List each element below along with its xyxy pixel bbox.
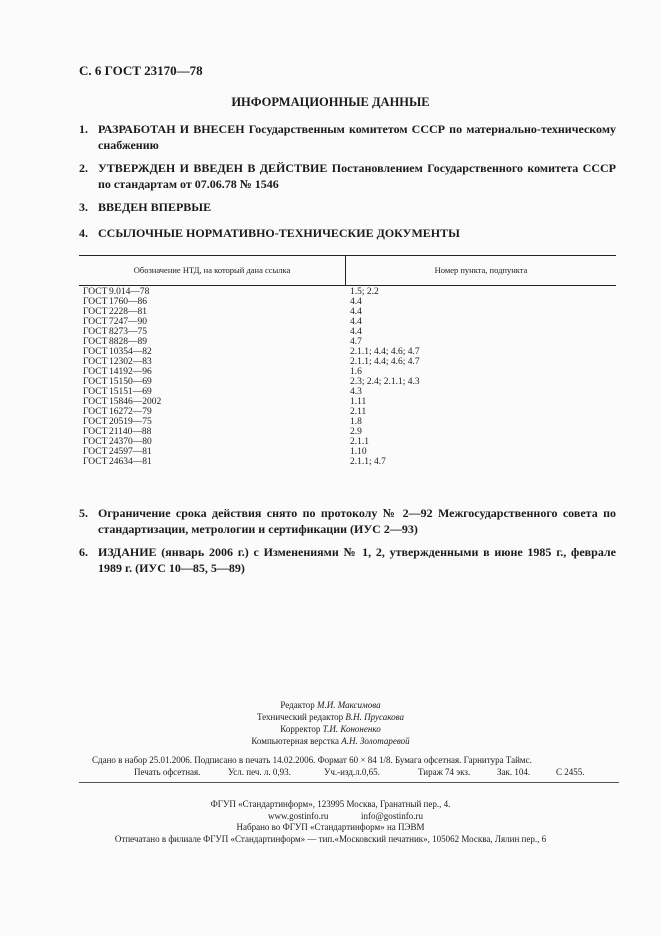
row-document: 9.014—78 <box>109 287 150 297</box>
credit-label: Компьютерная верстка <box>251 736 339 746</box>
print-info-code: С 2455. <box>556 767 585 777</box>
table-row <box>79 327 616 337</box>
row-document: 8828—89 <box>109 337 147 347</box>
table-row <box>79 307 616 317</box>
info-item-3 <box>79 199 616 215</box>
row-prefix: ГОСТ <box>83 367 108 377</box>
section-title: ИНФОРМАЦИОННЫЕ ДАННЫЕ <box>231 95 430 109</box>
row-points: 4.4 <box>350 307 362 317</box>
row-prefix: ГОСТ <box>83 357 108 367</box>
item-number: 3. <box>79 200 88 214</box>
item-text: Ограничение срока действия снято по протоколу № 2—92 Межгосударственного совета по стандартизации, метрологии и сертификации (ИУС 2—93) <box>98 506 616 536</box>
row-points: 2.9 <box>350 427 362 437</box>
row-points: 1.5; 2.2 <box>350 287 379 297</box>
item-number: 2. <box>79 161 88 175</box>
item-number: 4. <box>79 226 88 240</box>
column-header-points: Номер пункта, подпункта <box>434 265 528 275</box>
table-row <box>79 407 616 417</box>
table-row <box>79 367 616 377</box>
row-points: 4.4 <box>350 327 362 337</box>
row-prefix: ГОСТ <box>83 317 108 327</box>
footer-separator <box>79 782 619 783</box>
row-points: 4.7 <box>350 337 362 347</box>
row-document: 24634—81 <box>109 457 152 467</box>
row-points: 1.6 <box>350 367 362 377</box>
credit-label: Корректор <box>280 724 321 734</box>
info-item-1 <box>79 121 616 153</box>
row-document: 24370—80 <box>109 437 152 447</box>
table-row <box>79 357 616 367</box>
table-row <box>79 297 616 307</box>
row-points: 2.11 <box>350 407 367 417</box>
row-document: 1760—86 <box>109 297 147 307</box>
item-text: ВВЕДЕН ВПЕРВЫЕ <box>98 200 212 214</box>
row-document: 16272—79 <box>109 407 152 417</box>
row-prefix: ГОСТ <box>83 427 108 437</box>
row-document: 15151—69 <box>109 387 152 397</box>
row-document: 10354—82 <box>109 347 152 357</box>
publisher-line-4: Отпечатано в филиале ФГУП «Стандартинформ» — тип.«Московский печатник», 105062 Москва, Лялин пер., 6 <box>114 834 547 844</box>
item-text: ССЫЛОЧНЫЕ НОРМАТИВНО-ТЕХНИЧЕСКИЕ ДОКУМЕНТЫ <box>98 226 460 240</box>
print-info-sheets: Усл. печ. л. 0,93. <box>228 767 291 777</box>
row-prefix: ГОСТ <box>83 397 108 407</box>
row-prefix: ГОСТ <box>83 287 108 297</box>
table-row <box>79 347 616 357</box>
row-document: 12302—83 <box>109 357 152 367</box>
row-prefix: ГОСТ <box>83 417 108 427</box>
row-points: 4.4 <box>350 297 362 307</box>
item-number: 6. <box>79 545 88 559</box>
table-row <box>79 397 616 407</box>
row-prefix: ГОСТ <box>83 307 108 317</box>
print-info-printing: Печать офсетная. <box>134 767 201 777</box>
row-prefix: ГОСТ <box>83 347 108 357</box>
info-item-2 <box>79 160 616 192</box>
table-row <box>79 387 616 397</box>
row-prefix: ГОСТ <box>83 327 108 337</box>
row-prefix: ГОСТ <box>83 457 108 467</box>
row-prefix: ГОСТ <box>83 447 108 457</box>
table-row <box>79 417 616 427</box>
row-prefix: ГОСТ <box>83 377 108 387</box>
item-text: УТВЕРЖДЕН И ВВЕДЕН В ДЕЙСТВИЕ Постановлением Государственного комитета СССР по стандартам от 07.06.78 № 1546 <box>98 161 616 191</box>
credit-name: Т.И. Кононенко <box>322 724 381 734</box>
row-document: 24597—81 <box>109 447 152 457</box>
credit-layout <box>0 735 661 747</box>
table-header-rule <box>79 285 616 286</box>
row-document: 2228—81 <box>109 307 147 317</box>
info-item-6 <box>79 544 616 576</box>
credit-name: В.Н. Прусакова <box>345 712 405 722</box>
credit-name: А.Н. Золотаревой <box>341 736 410 746</box>
publisher-website: www.gostinfo.ru <box>268 811 329 821</box>
table-body <box>79 287 616 467</box>
publisher-email: info@gostinfo.ru <box>361 811 424 821</box>
row-prefix: ГОСТ <box>83 387 108 397</box>
info-item-5 <box>79 505 616 537</box>
table-row <box>79 457 616 467</box>
item-number: 5. <box>79 506 88 520</box>
print-info-edition-sheets: Уч.-изд.л.0,65. <box>324 767 380 777</box>
row-points: 4.4 <box>350 317 362 327</box>
page-header: С. 6 ГОСТ 23170—78 <box>79 63 203 78</box>
item-number: 1. <box>79 122 88 136</box>
row-prefix: ГОСТ <box>83 297 108 307</box>
row-prefix: ГОСТ <box>83 437 108 447</box>
credit-label: Технический редактор <box>256 712 344 722</box>
table-row <box>79 337 616 347</box>
credit-label: Редактор <box>280 700 315 710</box>
credit-corrector <box>0 723 661 735</box>
row-document: 15846—2002 <box>109 397 162 407</box>
row-points: 2.3; 2.4; 2.1.1; 4.3 <box>350 377 420 387</box>
row-document: 21140—88 <box>109 427 152 437</box>
row-prefix: ГОСТ <box>83 407 108 417</box>
row-document: 20519—75 <box>109 417 152 427</box>
table-row <box>79 427 616 437</box>
row-points: 1.8 <box>350 417 362 427</box>
row-document: 14192—96 <box>109 367 152 377</box>
credit-name: М.И. Максимова <box>317 700 381 710</box>
print-info-line-1: Сдано в набор 25.01.2006. Подписано в печать 14.02.2006. Формат 60 × 84 1/8. Бумага офсетная. Гарнитура Таймс. <box>92 755 532 765</box>
row-document: 7247—90 <box>109 317 147 327</box>
publisher-line-3: Набрано во ФГУП «Стандартинформ» на ПЭВМ <box>236 822 425 832</box>
print-info-order: Зак. 104. <box>497 767 531 777</box>
row-points: 1.10 <box>350 447 367 457</box>
table-top-rule <box>79 255 616 256</box>
table-row <box>79 317 616 327</box>
row-points: 2.1.1 <box>350 437 369 447</box>
table-row <box>79 447 616 457</box>
item-text: ИЗДАНИЕ (январь 2006 г.) с Изменениями № 1, 2, утвержденными в июне 1985 г., феврале 1989 г. (ИУС 10—85, 5—89) <box>98 545 616 575</box>
table-row <box>79 377 616 387</box>
row-points: 4.3 <box>350 387 362 397</box>
row-points: 2.1.1; 4.7 <box>350 457 386 467</box>
credit-tech-editor <box>0 711 661 723</box>
credits-block <box>0 699 661 747</box>
column-header-document: Обозначение НТД, на который дана ссылка <box>133 265 291 275</box>
row-document: 8273—75 <box>109 327 147 337</box>
row-prefix: ГОСТ <box>83 337 108 347</box>
table-row <box>79 287 616 297</box>
info-item-4 <box>79 225 616 241</box>
row-points: 2.1.1; 4.4; 4.6; 4.7 <box>350 347 420 357</box>
row-document: 15150—69 <box>109 377 152 387</box>
row-points: 2.1.1; 4.4; 4.6; 4.7 <box>350 357 420 367</box>
credit-editor <box>0 699 661 711</box>
row-points: 1.11 <box>350 397 367 407</box>
item-text: РАЗРАБОТАН И ВНЕСЕН Государственным комитетом СССР по материально-техническому снабжению <box>98 122 616 152</box>
table-row <box>79 437 616 447</box>
print-info-circulation: Тираж 74 экз. <box>418 767 471 777</box>
publisher-line-1: ФГУП «Стандартинформ», 123995 Москва, Гранатный пер., 4. <box>210 799 451 809</box>
